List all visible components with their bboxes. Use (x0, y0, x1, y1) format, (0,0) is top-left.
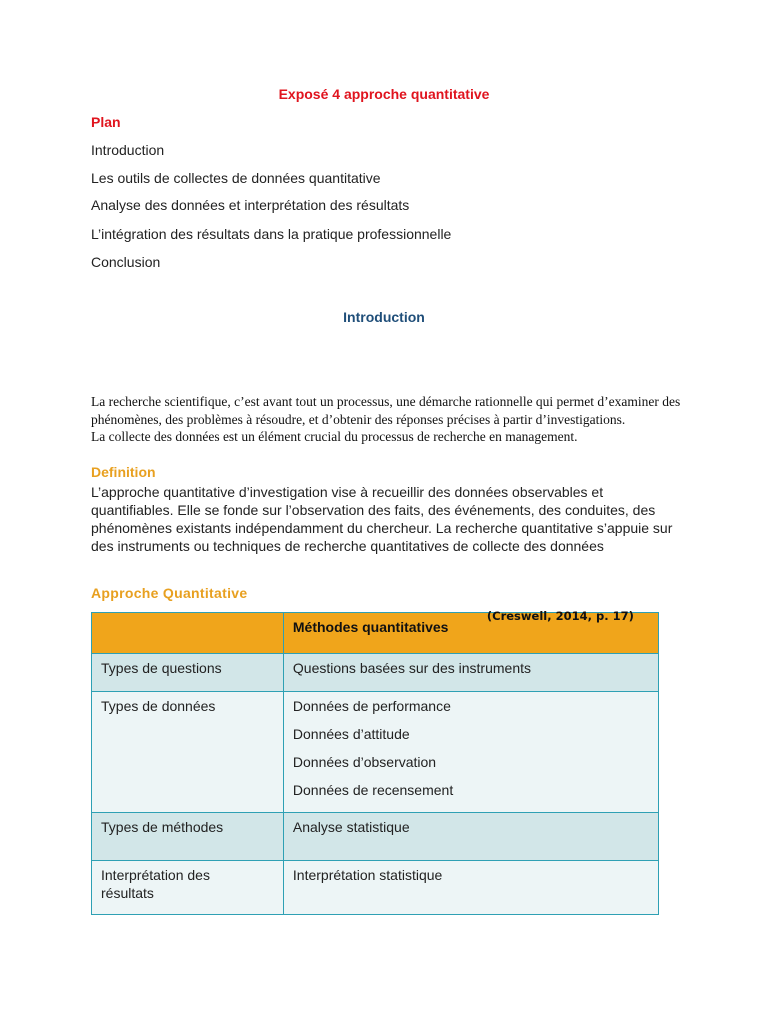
table-row-value-cell (283, 861, 658, 915)
methods-table (91, 609, 659, 915)
row-label: Interprétation des résultats (101, 867, 210, 901)
introduction-paragraph-2: La collecte des données est un élément crucial du processus de recherche en management. (91, 429, 578, 444)
plan-item-introduction: Introduction (91, 142, 165, 158)
definition-text: L’approche quantitative d’investigation vise à recueillir des données observables et quantifiables. Elle se fonde sur l’observation des faits, des événements, des conduites, des phénomènes existants indépendamment du chercheur. La recherche quantitative s’appuie sur des instruments ou techniques de recherche quantitatives de collecte des données (91, 484, 673, 554)
introduction-heading: Introduction (343, 309, 425, 325)
row-value: Interprétation statistique (292, 867, 443, 883)
row-label: Types de questions (101, 660, 222, 676)
table-row-label-cell (92, 813, 284, 861)
table-row (92, 692, 659, 813)
table-row (92, 654, 659, 692)
table-row-value-cell (283, 692, 658, 813)
row-label: Types de méthodes (101, 819, 224, 835)
row-value: Données de performance (292, 698, 451, 714)
row-value: Données de recensement (292, 782, 454, 798)
plan-item-integration: L’intégration des résultats dans la pratique professionnelle (91, 226, 452, 242)
introduction-paragraph-1: La recherche scientifique, c’est avant tout un processus, une démarche rationnelle qui permet d’examiner des phénomènes, des problèmes à résoudre, et d’obtenir des réponses précises à partir d’investigations. (91, 394, 681, 427)
table-row-label-cell (92, 692, 284, 813)
approach-heading: Approche Quantitative (91, 585, 248, 601)
row-label: Types de données (101, 698, 216, 714)
introduction-text (91, 393, 681, 446)
table-header-cell (283, 609, 658, 654)
table-row-label-cell (92, 861, 284, 915)
table-header-label: Méthodes quantitatives (292, 619, 449, 635)
table-row-label-cell (92, 654, 284, 692)
plan-item-outils: Les outils de collectes de données quantitative (91, 170, 381, 186)
table-header-row (92, 613, 659, 654)
plan-heading: Plan (91, 114, 121, 130)
table-citation: (Creswell, 2014, p. 17) (486, 609, 634, 623)
row-value: Questions basées sur des instruments (292, 660, 532, 676)
plan-item-analyse: Analyse des données et interprétation des résultats (91, 197, 410, 213)
row-value: Analyse statistique (292, 819, 410, 835)
table-row (92, 861, 659, 915)
row-value: Données d’observation (292, 754, 437, 770)
definition-heading: Definition (91, 464, 156, 480)
table-row-value-cell (283, 813, 658, 861)
table-row (92, 813, 659, 861)
table-header-empty-cell (92, 613, 284, 654)
table-row-value-cell (283, 654, 658, 692)
plan-item-conclusion: Conclusion (91, 254, 161, 270)
document-title: Exposé 4 approche quantitative (278, 86, 490, 102)
row-value: Données d’attitude (292, 726, 410, 742)
